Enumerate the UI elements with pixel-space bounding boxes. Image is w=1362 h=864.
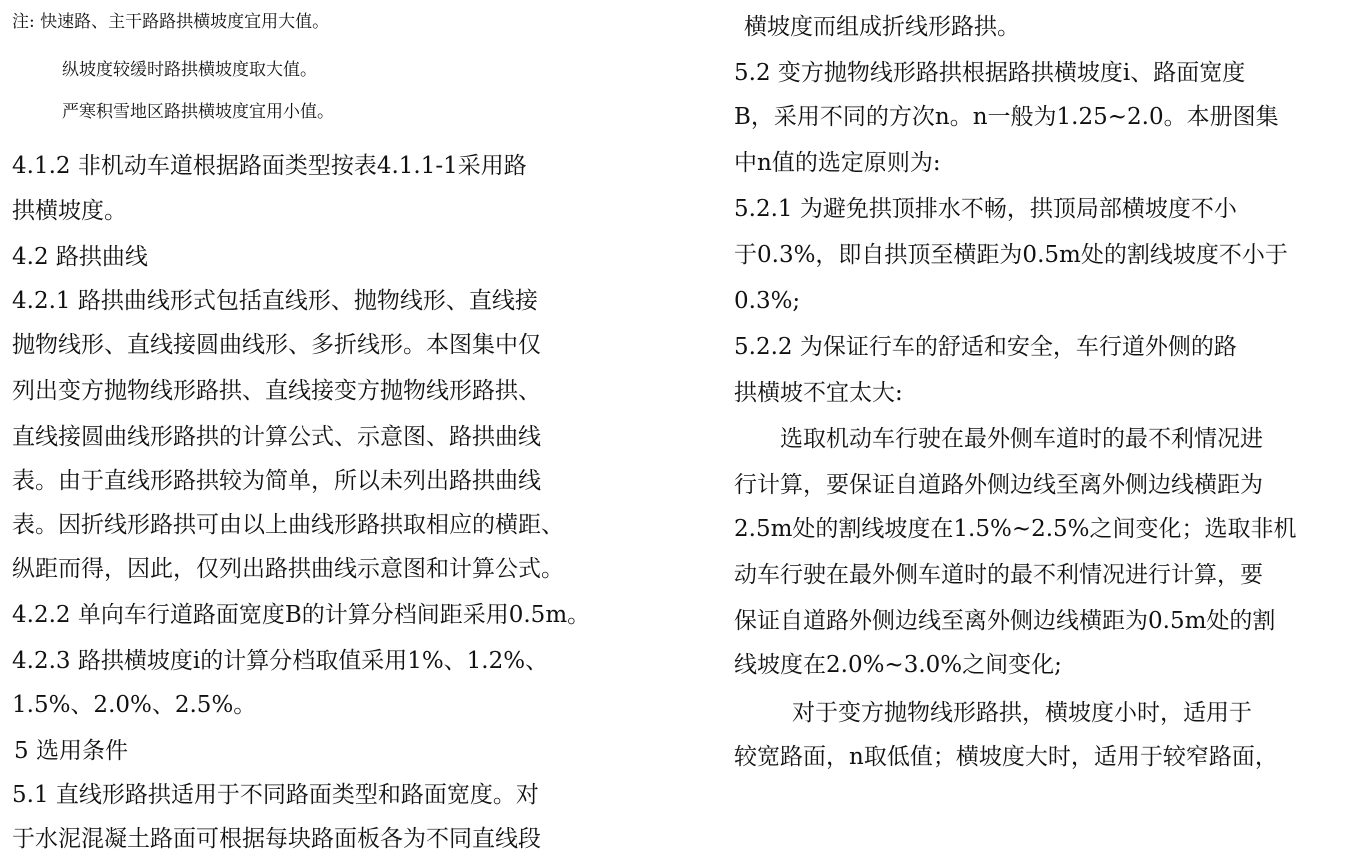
text-line: 于0.3%，即自拱顶至横距为0.5m处的割线坡度不小于 (734, 242, 1288, 268)
text-line: 拱横坡不宜太大: (734, 380, 903, 406)
text-line: 5.1 直线形路拱适用于不同路面类型和路面宽度。对 (12, 782, 539, 808)
text-line: 横坡度而组成折线形路拱。 (744, 14, 1020, 40)
text-line: 4.2.1 路拱曲线形式包括直线形、抛物线形、直线接 (12, 288, 538, 314)
text-line: 动车行驶在最外侧车道时的最不利情况进行计算，要 (734, 562, 1263, 588)
text-line: 0.3%; (734, 288, 801, 314)
note-line: 严寒积雪地区路拱横坡度宜用小值。 (62, 102, 334, 122)
text-line: 抛物线形、直线接圆曲线形、多折线形。本图集中仅 (12, 332, 541, 358)
text-line: 于水泥混凝土路面可根据每块路面板各为不同直线段 (12, 826, 541, 852)
text-line: 直线接圆曲线形路拱的计算公式、示意图、路拱曲线 (12, 424, 541, 450)
text-line: 中n值的选定原则为: (734, 150, 941, 176)
text-line: 5.2.2 为保证行车的舒适和安全，车行道外侧的路 (734, 334, 1237, 360)
text-line: 列出变方抛物线形路拱、直线接变方抛物线形路拱、 (12, 378, 541, 404)
text-line: 选取机动车行驶在最外侧车道时的最不利情况进 (780, 426, 1263, 452)
text-line: 1.5%、2.0%、2.5%。 (12, 692, 257, 718)
text-line: 表。由于直线形路拱较为简单，所以未列出路拱曲线 (12, 468, 541, 494)
text-line: B，采用不同的方次n。n一般为1.25~2.0。本册图集 (734, 104, 1279, 130)
text-line: 纵距而得，因此，仅列出路拱曲线示意图和计算公式。 (12, 556, 564, 582)
text-line: 表。因折线形路拱可由以上曲线形路拱取相应的横距、 (12, 512, 564, 538)
text-line: 4.2.2 单向车行道路面宽度B的计算分档间距采用0.5m。 (12, 602, 591, 628)
text-line: 5.2 变方抛物线形路拱根据路拱横坡度i、路面宽度 (734, 60, 1246, 86)
text-line: 4.1.2 非机动车道根据路面类型按表4.1.1-1采用路 (12, 153, 527, 179)
text-line: 4.2.3 路拱横坡度i的计算分档取值采用1%、1.2%、 (12, 648, 549, 674)
text-line: 行计算，要保证自道路外侧边线至离外侧边线横距为 (734, 472, 1263, 498)
text-line: 对于变方抛物线形路拱，横坡度小时，适用于 (792, 700, 1252, 726)
text-line: 5.2.1 为避免拱顶排水不畅，拱顶局部横坡度不小 (734, 196, 1237, 222)
note-line: 注: 快速路、主干路路拱横坡度宜用大值。 (12, 12, 330, 32)
text-line: 2.5m处的割线坡度在1.5%~2.5%之间变化；选取非机 (734, 516, 1297, 542)
section-heading: 4.2 路拱曲线 (12, 244, 148, 270)
text-line: 线坡度在2.0%~3.0%之间变化; (734, 652, 1062, 678)
section-heading: 5 选用条件 (14, 738, 128, 764)
text-line: 保证自道路外侧边线至离外侧边线横距为0.5m处的割 (734, 608, 1276, 634)
text-line: 较宽路面，n取低值；横坡度大时，适用于较窄路面， (734, 744, 1278, 770)
note-line: 纵坡度较缓时路拱横坡度取大值。 (62, 60, 317, 80)
text-line: 拱横坡度。 (12, 198, 127, 224)
